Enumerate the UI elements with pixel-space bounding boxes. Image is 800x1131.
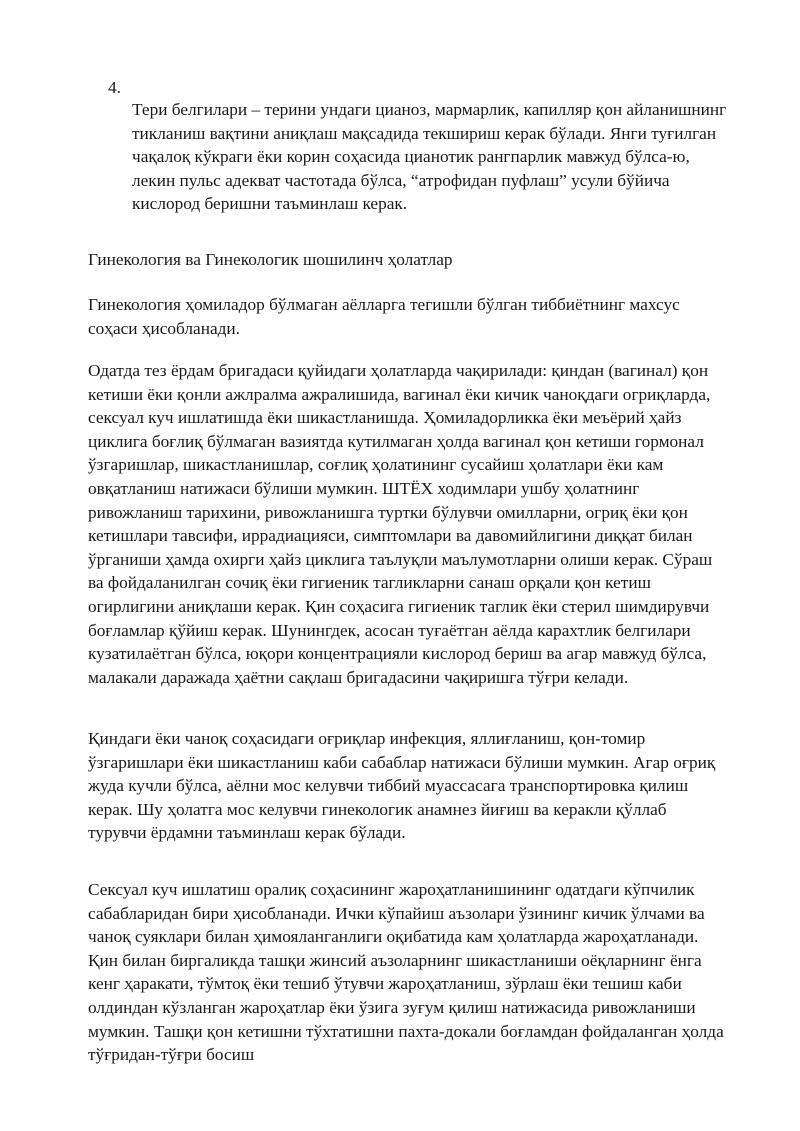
main-paragraph: Одатда тез ёрдам бригадаси қуйидаги ҳолатларда чақирилади: қиндан (вагинал) қон кетиши ёки қонли ажлралма ажралишида, вагинал ёки кичик чаноқдаги огриқларда, сексуал куч ишлатишда ёки шикастланишда. Ҳомиладорликка ёки меъёрий ҳайз циклига боғлиқ бўлмаган вазиятда кутилмаган ҳолда вагинал қон кетиши гормонал ўзгаришлар, шикастланишлар, соғлиқ ҳолатининг сусайиш ҳолатлари ёки кам овқатланиш натижаси бўлиши мумкин. ШТЁХ ходимлари ушбу ҳолатнинг ривожланиш тарихини, ривожланишга туртки бўлувчи омилларни, огриқ ёки қон кетишлари тавсифи, иррадиацияси, симптомлари ва давомийлигини диққат билан ўрганиши ҳамда охирги ҳайз циклига таълуқли маълумотларни олиши керак. Сўраш ва фойдаланилган сочиқ ёки гигиеник тагликларни санаш орқали қон кетиш огирлигини аниқлаши керак. Қин соҳасига гигиеник таглик ёки стерил шимдирувчи боғламлар қўйиш керак. Шунингдек, асосан туғаётган аёлда карахтлик белгилари кузатилаётган бўлса, юқори концентрацияли кислород бериш ва агар мавжуд бўлса, малакали даражада ҳаётни сақлаш бригадасини чақиришга тўғри келади. bbox=[88, 361, 713, 687]
section-heading: Гинекология ва Гинекологик шошилинч ҳолатлар bbox=[88, 250, 453, 269]
intro-paragraph: Гинекология ҳомиладор бўлмаган аёлларга тегишли бўлган тиббиётнинг махсус соҳаси ҳисобланади. bbox=[88, 295, 680, 338]
list-item-number: 4. bbox=[108, 78, 121, 97]
pain-paragraph: Қиндаги ёки чаноқ соҳасидаги оғриқлар инфекция, яллиғланиш, қон-томир ўзгаришлари ёки шикастланиш каби сабаблар натижаси бўлиши мумкин. Агар оғриқ жуда кучли бўлса, аёлни мос келувчи тиббий муассасага транспортировка қилиш керак. Шу ҳолатга мос келувчи гинекологик анамнез йиғиш ва керакли қўллаб турувчи ёрдамни таъминлаш керак бўлади. bbox=[88, 729, 716, 843]
trauma-paragraph: Сексуал куч ишлатиш оралиқ соҳасининг жароҳатланишининг одатдаги кўпчилик сабабларидан бири ҳисобланади. Ички кўпайиш аъзолари ўзининг кичик ўлчами ва чаноқ суяклари билан ҳимояланганлиги оқибатида кам ҳолатларда жароҳатланади. Қин билан биргаликда ташқи жинсий аъзоларнинг шикастланиши оёқларнинг ёнга кенг ҳаракати, тўмтоқ ёки тешиб ўтувчи жароҳатланиш, зўрлаш ёки тешиш каби олдиндан кўзланган жароҳатлар ёки ўзига зуғум қилиш натижасида ривожланиши мумкин. Ташқи қон кетишни тўхтатишни пахта-докали боғламдан фойдаланган ҳолда тўғридан-тўғри босиш bbox=[88, 880, 724, 1065]
list-item-skin-signs: Тери белгилари – терини ундаги цианоз, мармарлик, капилляр қон айланишнинг тикланиш вақтини аниқлаш мақсадида текшириш керак бўлади. Янги туғилган чақалоқ кўкраги ёки корин соҳасида цианотик рангпарлик мавжуд бўлса-ю, лекин пульс адекват частотада бўлса, “атрофидан пуфлаш” усули бўйича кислород беришни таъминлаш керак. bbox=[132, 100, 727, 214]
